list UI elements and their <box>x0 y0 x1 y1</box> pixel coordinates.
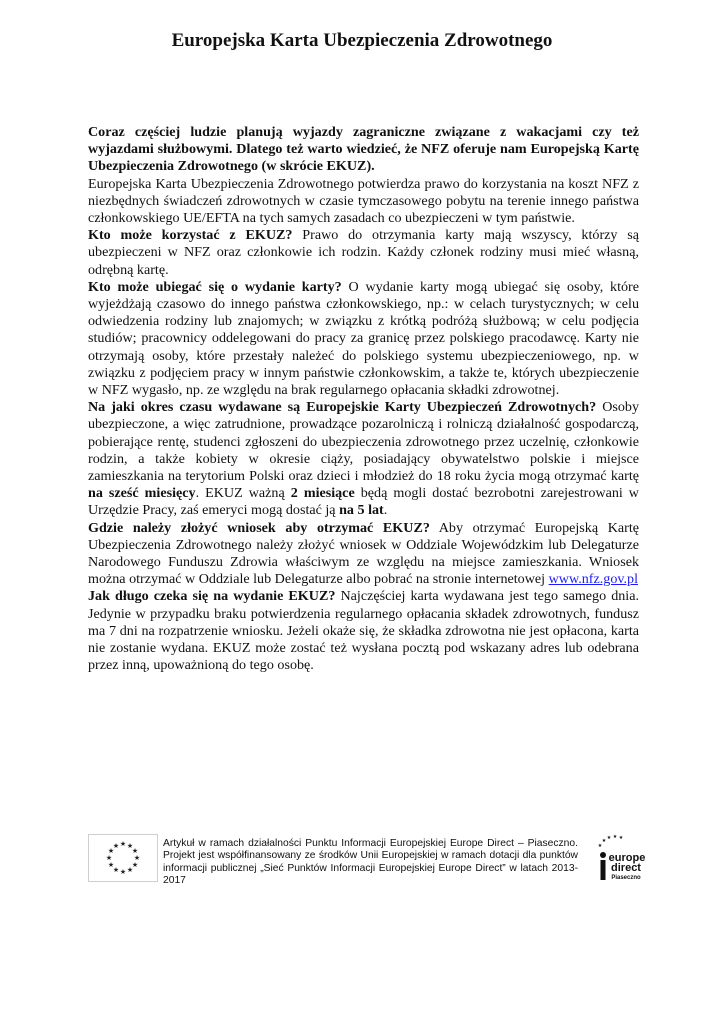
footer <box>88 834 648 890</box>
europe-direct-icon <box>594 834 650 890</box>
svg-text:★: ★ <box>119 840 127 848</box>
svg-text:★: ★ <box>105 854 113 862</box>
svg-text:★: ★ <box>126 866 134 874</box>
svg-text:★: ★ <box>601 838 607 844</box>
svg-text:★: ★ <box>612 834 618 840</box>
answer-text: Osoby ubezpieczone, a więc zatrudnione, prowadzące pozarolniczą i rolniczą działalność gospodarczą, pobierające rentę, studenci zgłoszeni do ubezpieczenia zdrowotnego przez uczelnię, członkowie rodzin, a także kobiety w okresie ciąży, posiadający obywatelstwo polskie i miejsce zamieszkania na terytorium Polski oraz dzieci i młodzież do 18 roku życia mogą otrzymać kartę <box>88 399 639 485</box>
answer-text: Prawo do otrzymania karty mają wszyscy, którzy są ubezpieczeni w NFZ oraz członkowie ich rodzin. Każdy członek rodziny musi mieć własną, odrębną kartę. <box>88 227 640 278</box>
faq-validity-period <box>88 399 639 519</box>
svg-text:★: ★ <box>597 843 603 849</box>
question-heading: Kto może ubiegać się o wydanie karty? <box>88 278 342 295</box>
footer-disclaimer: Artykuł w ramach działalności Punktu Informacji Europejskiej Europe Direct – Piaseczno. Projekt jest współfinansowany ze środków Unii Europejskiej w ramach dotacji dla punktów informacji publicznej „Sieć Punktów Informacji Europejskiej Europe Direct” w latach 2013-2017 <box>163 838 578 887</box>
svg-text:★: ★ <box>126 842 134 850</box>
question-heading: Na jaki okres czasu wydawane są Europejskie Karty Ubezpieczeń Zdrowotnych? <box>88 399 597 416</box>
answer-text: Aby otrzymać Europejską Kartę Ubezpieczenia Zdrowotnego należy złożyć wniosek w Oddziale Wojewódzkim lub Delegaturze Narodowego Funduszu Zdrowia właściwym ze względu na miejsce zamieszkania. Wniosek można otrzymać w Oddziale lub Delegaturze albo pobrać na stronie internetowej <box>88 519 640 588</box>
emphasis-text: na sześć miesięcy <box>88 485 196 502</box>
intro-paragraph: Europejska Karta Ubezpieczenia Zdrowotnego potwierdza prawo do korzystania na koszt NFZ z niezbędnych świadczeń zdrowotnych w czasie tymczasowego pobytu na terenie innego państwa członkowskiego UE/EFTA na tych samych zasadach co ubezpieczeni w tym państwie. <box>88 175 639 227</box>
svg-text:direct: direct <box>611 862 641 874</box>
question-heading: Kto może korzystać z EKUZ? <box>88 227 293 244</box>
faq-who-can-apply <box>88 279 639 399</box>
eu-flag-logo <box>88 834 158 882</box>
svg-text:★: ★ <box>131 861 139 869</box>
question-heading: Gdzie należy złożyć wniosek aby otrzymać EKUZ? <box>88 519 430 536</box>
svg-text:★: ★ <box>107 847 115 855</box>
svg-text:★: ★ <box>133 854 141 862</box>
svg-text:★: ★ <box>131 847 139 855</box>
europe-direct-logo <box>594 834 650 890</box>
article-body <box>88 124 639 675</box>
svg-text:★: ★ <box>606 835 612 841</box>
svg-text:★: ★ <box>618 835 624 841</box>
eu-stars-icon <box>89 835 157 881</box>
faq-where-to-apply <box>88 520 639 589</box>
answer-text: O wydanie karty mogą ubiegać się osoby, które wyjeżdżają czasowo do innego państwa członkowskiego, np.: w celach turystycznych; w celu odwiedzenia rodziny lub znajomych; w związku z krótką podróżą służbową; w celu podjęcia studiów; pracownicy oddelegowani do pracy za granicę przez polskiego pracodawcę. Karty nie otrzymają osoby, które przestały należeć do polskiego systemu ubezpieczeniowego, np. w związku z podjęciem pracy w innym państwie członkowskim, a także te, których ubezpieczenie w NFZ wygasło, np. ze względu na brak regularnego opłacania składki zdrowotnej. <box>88 278 639 399</box>
faq-processing-time <box>88 588 639 674</box>
answer-text: . <box>383 502 388 519</box>
nfz-website-link[interactable]: www.nfz.gov.pl <box>548 571 638 588</box>
answer-text: Najczęściej karta wydawana jest tego samego dnia. Jedynie w przypadku braku potwierdzenia regularnego opłacania składek zdrowotnych, fundusz ma 7 dni na rozpatrzenie wniosku. Jeżeli okaże się, że składka zdrowotna nie jest opłacona, karta nie zostanie wydana. EKUZ może zostać też wysłana pocztą pod wskazany adres lub odebrana przez inną, upoważnioną do tego osobę. <box>88 588 640 674</box>
svg-text:europe: europe <box>608 852 646 864</box>
emphasis-text: na 5 lat <box>339 502 384 519</box>
question-heading: Jak długo czeka się na wydanie EKUZ? <box>88 588 336 605</box>
lead-paragraph: Coraz częściej ludzie planują wyjazdy zagraniczne związane z wakacjami czy też wyjazdami służbowymi. Dlatego też warto wiedzieć, że NFZ oferuje nam Europejską Kartę Ubezpieczenia Zdrowotnego (w skrócie EKUZ). <box>88 124 639 175</box>
svg-text:★: ★ <box>119 868 127 876</box>
svg-text:★: ★ <box>107 861 115 869</box>
faq-who-can-use <box>88 227 639 279</box>
emphasis-text: 2 miesiące <box>290 485 355 502</box>
svg-text:Piaseczno: Piaseczno <box>611 875 641 881</box>
answer-text: . EKUZ ważną <box>195 485 291 502</box>
answer-text: będą mogli dostać bezrobotni zarejestrowani w Urzędzie Pracy, zaś emeryci mogą dostać ją <box>88 485 639 519</box>
svg-text:★: ★ <box>112 866 120 874</box>
document-title: Europejska Karta Ubezpieczenia Zdrowotnego <box>171 30 553 51</box>
svg-text:★: ★ <box>112 842 120 850</box>
